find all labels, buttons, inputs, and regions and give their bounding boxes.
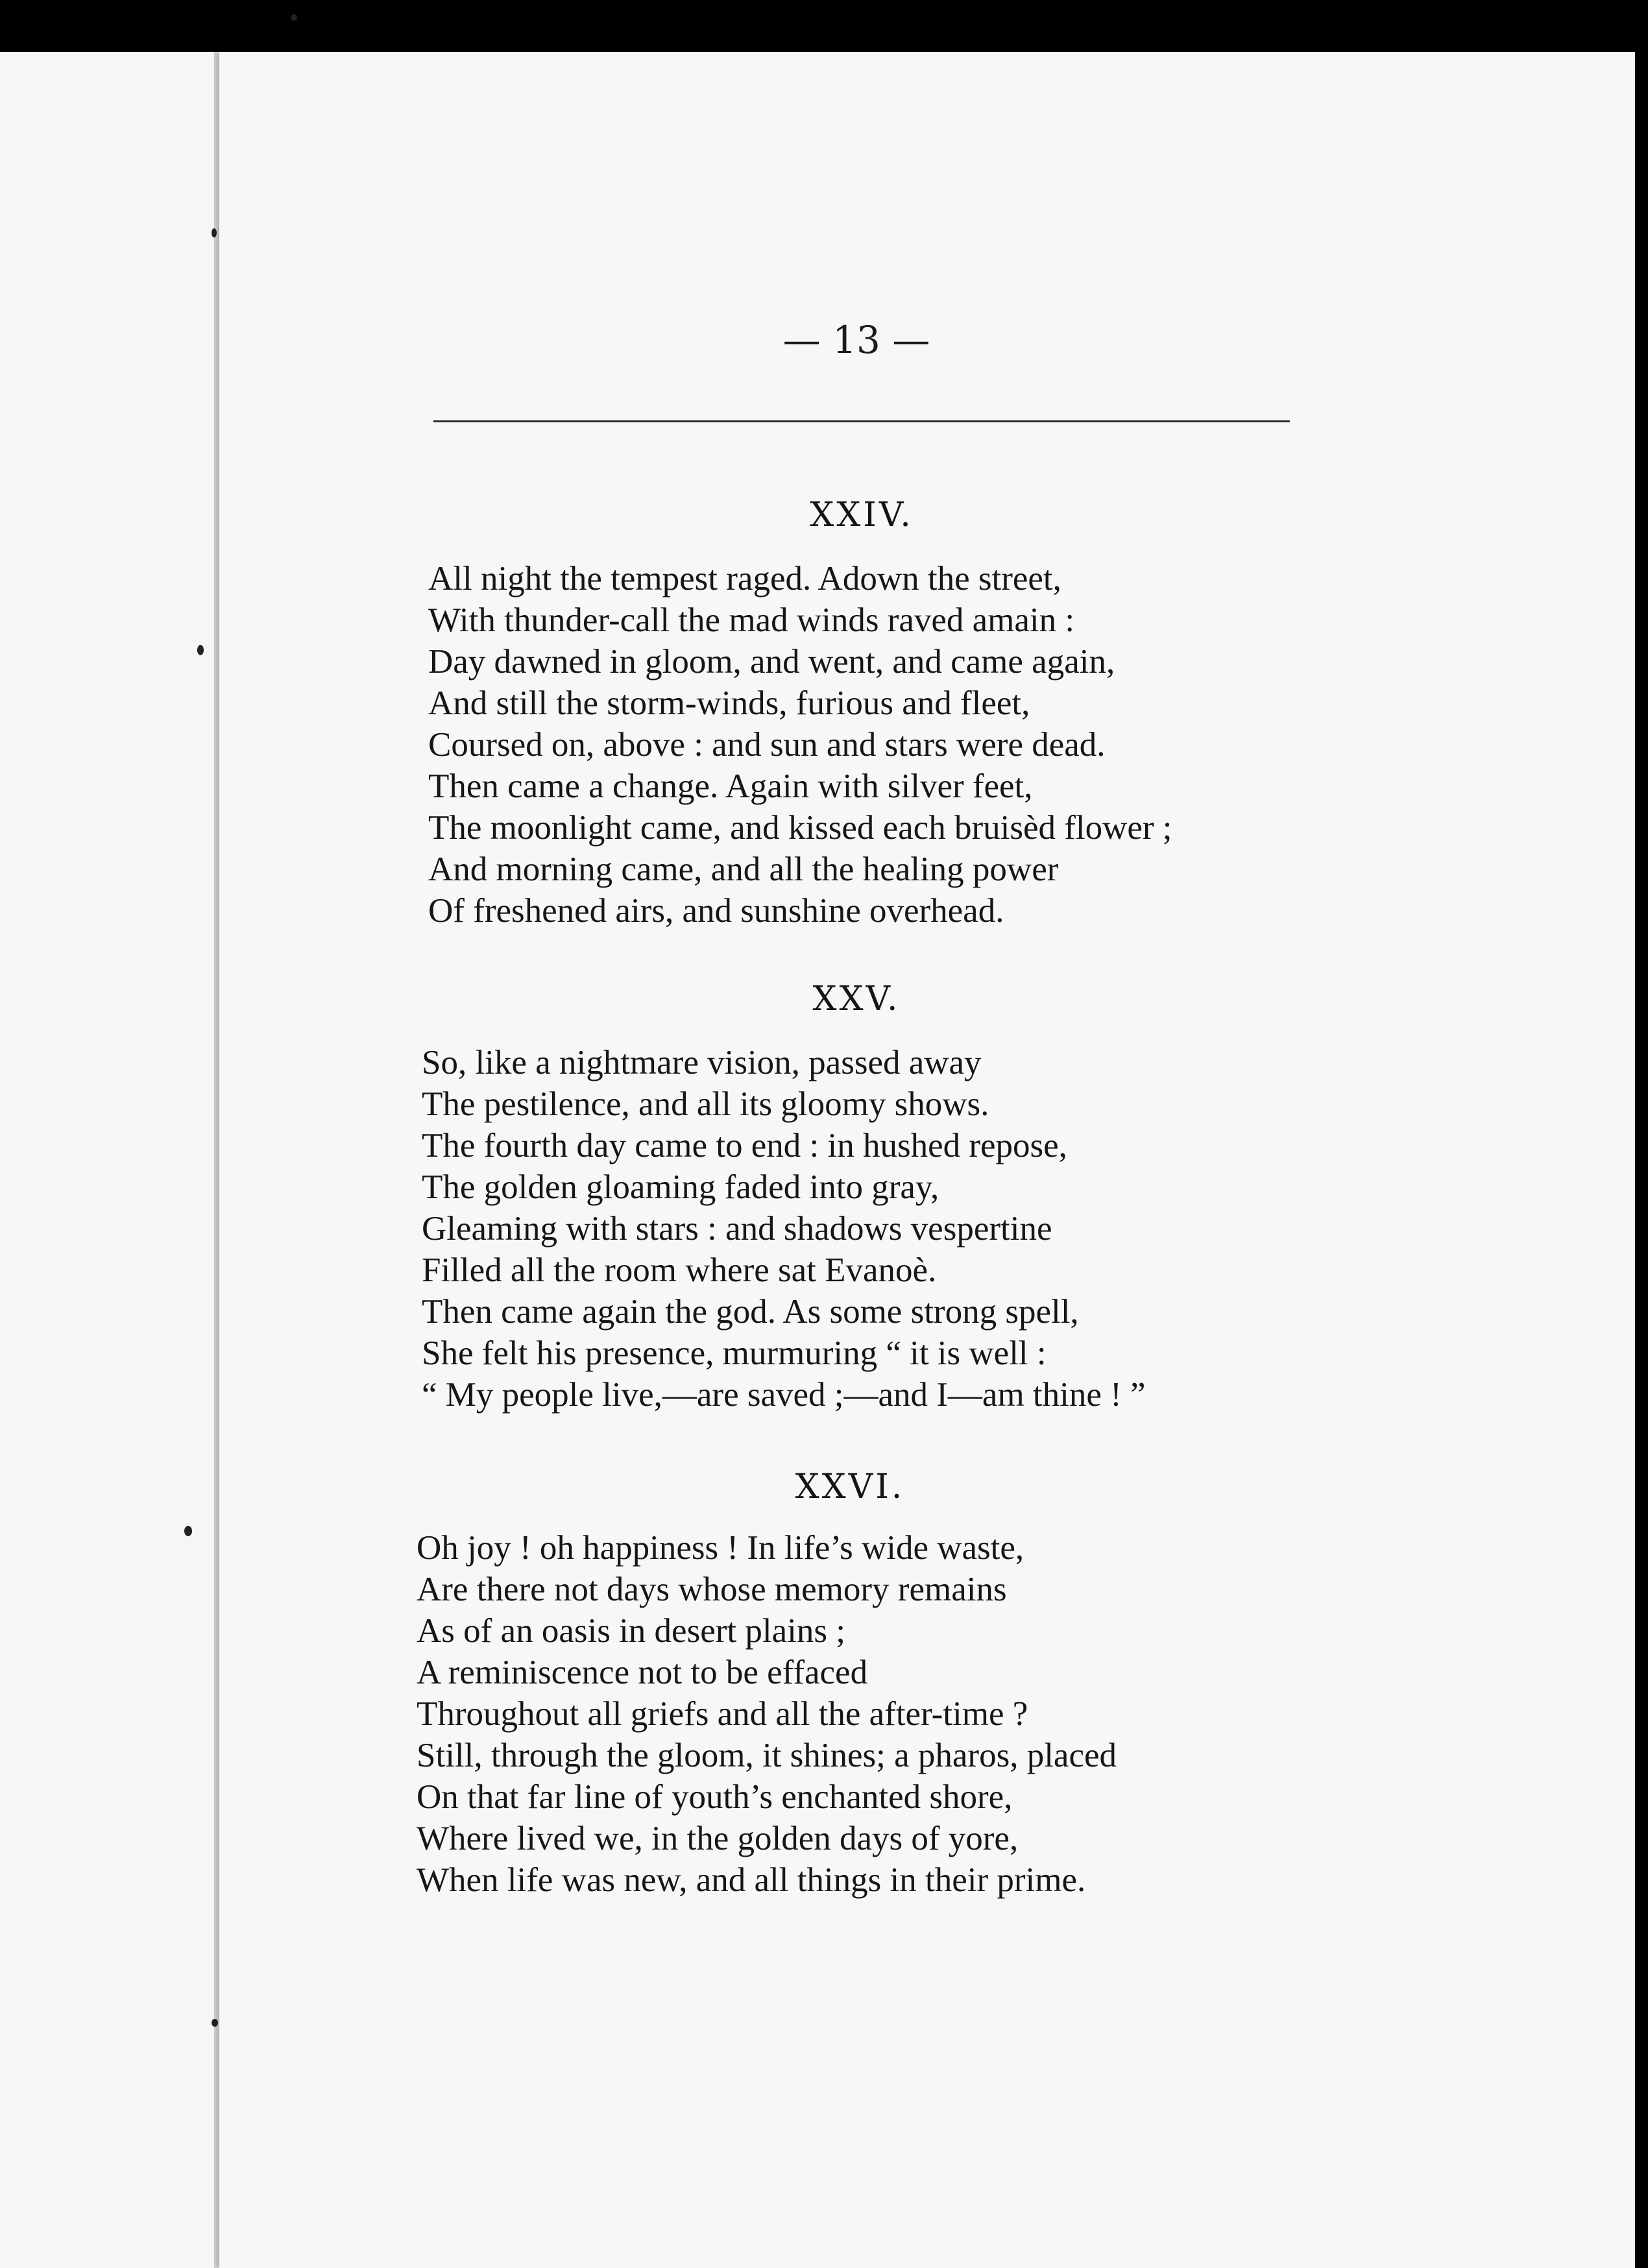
stanza-xxvi — [417, 1527, 1117, 1901]
verse-line: Of freshened airs, and sunshine overhead. — [428, 892, 1004, 930]
verse-line: “ My people live,—are saved ;—and I—am thine ! ” — [422, 1376, 1146, 1414]
verse-line: Day dawned in gloom, and went, and came again, — [428, 643, 1115, 681]
verse-line: The moonlight came, and kissed each bruisèd flower ; — [428, 809, 1172, 847]
stanza-title-xxiv: XXIV. — [810, 496, 914, 535]
verse-line: Still, through the gloom, it shines; a pharos, placed — [417, 1737, 1117, 1774]
verse-line: Throughout all griefs and all the after-time ? — [417, 1695, 1028, 1733]
header-rule — [433, 420, 1290, 422]
verse-line: As of an oasis in desert plains ; — [417, 1612, 845, 1650]
binding-hole-mark — [184, 1526, 192, 1536]
verse-line: Then came a change. Again with silver feet, — [428, 767, 1033, 805]
binding-hole-mark — [197, 645, 204, 655]
binding-hole-mark — [212, 228, 217, 237]
verse-line: All night the tempest raged. Adown the street, — [428, 560, 1061, 597]
verse-line: The fourth day came to end : in hushed repose, — [422, 1127, 1067, 1164]
stanza-xxiv — [428, 558, 1172, 932]
verse-line: So, like a nightmare vision, passed away — [422, 1044, 982, 1081]
verse-line: Where lived we, in the golden days of yore, — [417, 1820, 1019, 1857]
verse-line: And still the storm-winds, furious and fleet, — [428, 684, 1030, 722]
verse-line: The pestilence, and all its gloomy shows. — [422, 1085, 989, 1123]
stanza-title-xxvi: XXVI. — [795, 1467, 905, 1506]
verse-line: Gleaming with stars : and shadows vespertine — [422, 1210, 1052, 1248]
facing-page-edge — [0, 52, 219, 2268]
binding-hole-mark — [212, 2019, 218, 2027]
verse-line: On that far line of youth’s enchanted shore, — [417, 1778, 1013, 1816]
verse-line: A reminiscence not to be effaced — [417, 1654, 868, 1691]
binding-hole-mark — [291, 14, 297, 21]
stanza-title-xxv: XXV. — [812, 980, 901, 1019]
verse-line: And morning came, and all the healing power — [428, 850, 1059, 888]
verse-line: Then came again the god. As some strong spell, — [422, 1293, 1079, 1331]
verse-line: With thunder-call the mad winds raved amain : — [428, 601, 1075, 639]
verse-line: The golden gloaming faded into gray, — [422, 1168, 939, 1206]
verse-line: Are there not days whose memory remains — [417, 1571, 1007, 1608]
stanza-xxv — [422, 1042, 1146, 1416]
verse-line: Coursed on, above : and sun and stars were dead. — [428, 726, 1106, 764]
verse-line: When life was new, and all things in their prime. — [417, 1861, 1086, 1899]
verse-line: Filled all the room where sat Evanoè. — [422, 1251, 937, 1289]
verse-line: Oh joy ! oh happiness ! In life’s wide waste, — [417, 1529, 1024, 1567]
verse-line: She felt his presence, murmuring “ it is well : — [422, 1334, 1047, 1372]
page-number: — 13 — — [782, 318, 930, 362]
